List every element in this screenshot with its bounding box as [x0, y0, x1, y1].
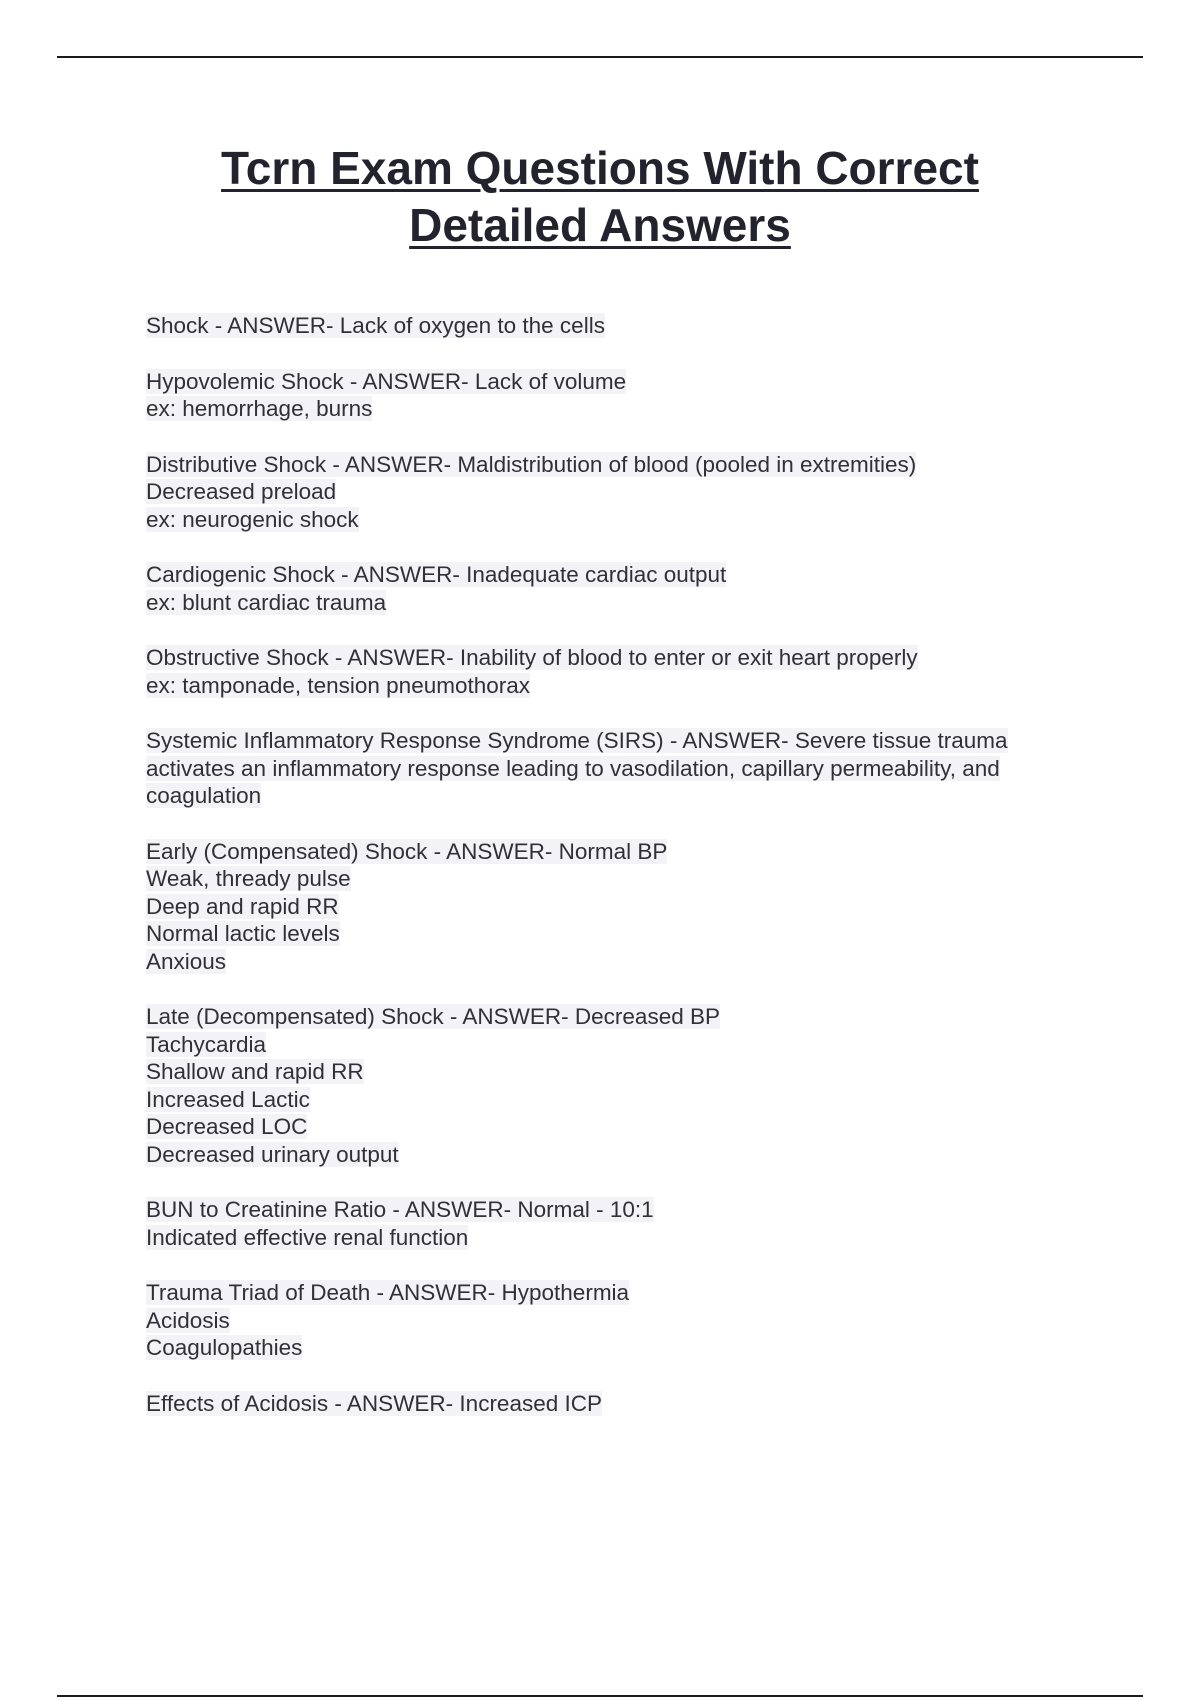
qa-answer-line — [146, 506, 1086, 534]
title-line-2: Detailed Answers — [409, 199, 791, 251]
qa-question-text: Obstructive Shock - ANSWER- Inability of blood to enter or exit heart properly — [146, 645, 918, 670]
qa-question-text: Distributive Shock - ANSWER- Maldistribution of blood (pooled in extremities) — [146, 451, 917, 477]
qa-answer-text: Tachycardia — [146, 1031, 267, 1057]
qa-answer-text: Indicated effective renal function — [146, 1224, 469, 1250]
qa-answer-text: Deep and rapid RR — [146, 893, 339, 919]
qa-item — [146, 368, 1086, 423]
qa-item — [146, 727, 1086, 810]
qa-answer-line — [146, 1307, 1086, 1335]
qa-answer-line — [146, 1113, 1086, 1141]
qa-question-line — [146, 451, 1086, 479]
qa-question-line — [146, 561, 1086, 589]
qa-question-text: Late (Decompensated) Shock - ANSWER- Decreased BP — [146, 1004, 720, 1029]
qa-item — [146, 644, 1086, 699]
qa-item — [146, 451, 1086, 534]
qa-answer-text: Anxious — [146, 948, 227, 974]
qa-question-text: Effects of Acidosis - ANSWER- Increased ICP — [146, 1390, 602, 1416]
qa-question-line — [146, 1279, 1086, 1307]
qa-question-line — [146, 838, 1086, 866]
qa-answer-line — [146, 1141, 1086, 1169]
qa-answer-line — [146, 920, 1086, 948]
qa-item — [146, 312, 1086, 340]
qa-question-line — [146, 1196, 1086, 1224]
qa-item — [146, 1196, 1086, 1251]
top-rule — [57, 56, 1143, 58]
qa-question-line — [146, 368, 1086, 396]
qa-question-text: Cardiogenic Shock - ANSWER- Inadequate cardiac output — [146, 562, 727, 587]
qa-item — [146, 561, 1086, 616]
qa-answer-text: Decreased urinary output — [146, 1141, 399, 1167]
qa-answer-text: ex: blunt cardiac trauma — [146, 589, 387, 615]
qa-list — [146, 312, 1086, 1445]
qa-answer-line — [146, 1334, 1086, 1362]
qa-answer-line — [146, 865, 1086, 893]
qa-answer-text: ex: tamponade, tension pneumothorax — [146, 672, 531, 698]
qa-item — [146, 838, 1086, 976]
qa-question-line — [146, 1003, 1086, 1031]
qa-answer-line — [146, 893, 1086, 921]
qa-answer-line — [146, 1031, 1086, 1059]
qa-answer-line — [146, 1058, 1086, 1086]
qa-question-line — [146, 1390, 1086, 1418]
qa-answer-text: Decreased preload — [146, 479, 337, 504]
qa-answer-text: ex: neurogenic shock — [146, 506, 359, 532]
qa-answer-line — [146, 1086, 1086, 1114]
qa-answer-text: Shallow and rapid RR — [146, 1059, 364, 1084]
qa-question-text: Shock - ANSWER- Lack of oxygen to the cells — [146, 313, 605, 338]
qa-question-text: Systemic Inflammatory Response Syndrome (SIRS) - ANSWER- Severe tissue trauma activates an inflammatory response leading to vasodilation, capillary permeability, and coagulation — [146, 728, 1008, 808]
qa-answer-line — [146, 672, 1086, 700]
qa-answer-line — [146, 1224, 1086, 1252]
qa-question-text: Early (Compensated) Shock - ANSWER- Normal BP — [146, 838, 668, 864]
qa-question-text: BUN to Creatinine Ratio - ANSWER- Normal - 10:1 — [146, 1197, 654, 1222]
document-title — [100, 140, 1100, 254]
qa-answer-line — [146, 395, 1086, 423]
qa-item — [146, 1003, 1086, 1168]
bottom-rule — [57, 1695, 1143, 1697]
qa-question-text: Trauma Triad of Death - ANSWER- Hypothermia — [146, 1280, 630, 1305]
qa-answer-text: Decreased LOC — [146, 1114, 308, 1139]
qa-answer-text: Weak, thready pulse — [146, 866, 351, 891]
qa-question-line — [146, 727, 1086, 810]
qa-answer-line — [146, 589, 1086, 617]
qa-answer-line — [146, 478, 1086, 506]
qa-answer-text: Coagulopathies — [146, 1335, 303, 1360]
qa-question-text: Hypovolemic Shock - ANSWER- Lack of volume — [146, 368, 627, 394]
qa-question-line — [146, 644, 1086, 672]
qa-item — [146, 1390, 1086, 1418]
title-line-1: Tcrn Exam Questions With Correct — [221, 142, 979, 194]
qa-answer-line — [146, 948, 1086, 976]
qa-item — [146, 1279, 1086, 1362]
qa-answer-text: Increased Lactic — [146, 1086, 310, 1112]
qa-answer-text: Normal lactic levels — [146, 921, 340, 946]
qa-question-line — [146, 312, 1086, 340]
qa-answer-text: Acidosis — [146, 1307, 230, 1333]
qa-answer-text: ex: hemorrhage, burns — [146, 396, 373, 421]
